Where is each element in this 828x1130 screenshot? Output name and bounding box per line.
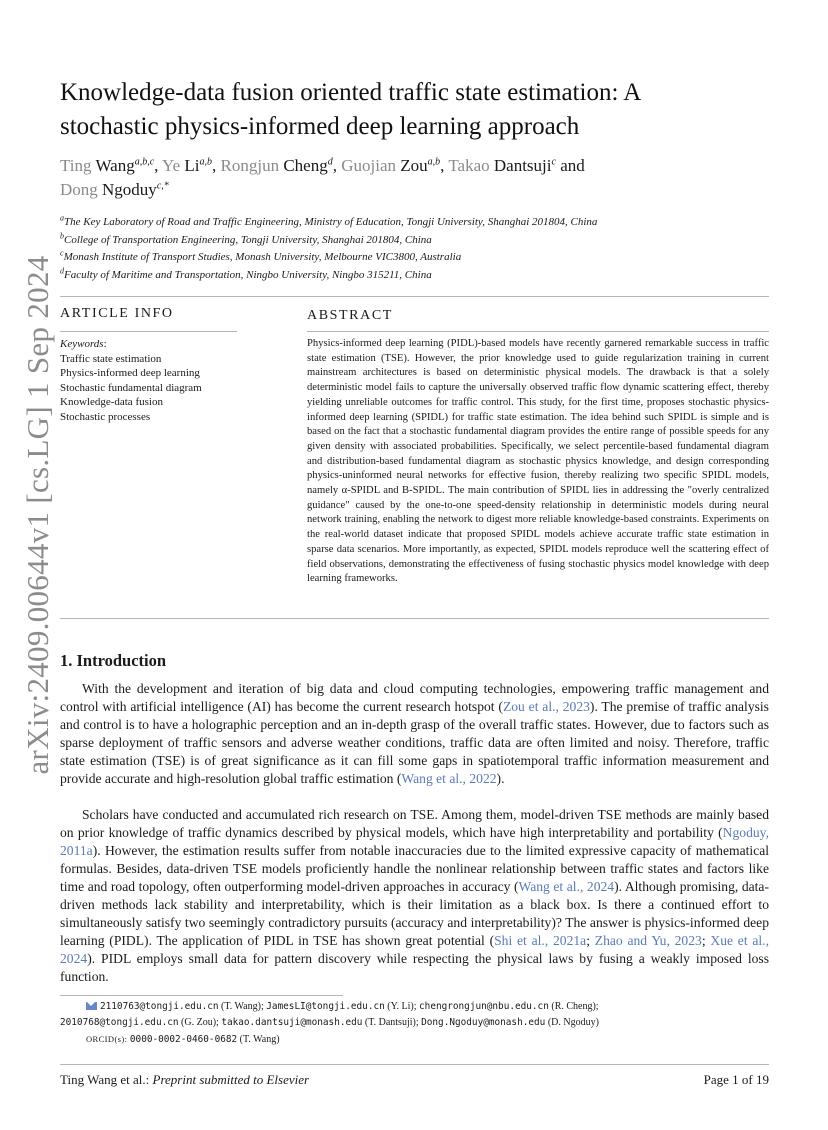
abstract-heading: ABSTRACT [307, 308, 393, 323]
keyword-item: Physics-informed deep learning [60, 367, 200, 380]
citation-link[interactable]: Shi et al., 2021a [494, 933, 587, 948]
author[interactable]: Ye Li$^{a,b}$ [162, 156, 213, 175]
header-divider [60, 296, 769, 297]
envelope-icon [86, 1002, 97, 1010]
affiliation: $^b$College of Transportation Engineering, Tongji University, Shanghai 201804, China [60, 230, 432, 246]
keywords-label: Keywords: [60, 338, 107, 350]
footnote-emails-1: 2110763@tongji.edu.cn (T. Wang); JamesLI@tongji.edu.cn (Y. Li); chengrongjun@nbu.edu.cn (R. Cheng); [60, 999, 769, 1015]
title-line-2: stochastic physics-informed deep learning approach [60, 113, 580, 140]
abstract-text: Physics-informed deep learning (PIDL)-based models have recently garnered remarkable success in traffic state estimation (TSE). However, the prior knowledge used to guide regularization training in current mainstream architectures is based on deterministic physical models. The drawback is that a solely deterministic model fails to capture the universally observed traffic flow dynamic scattering effect, thereby yielding unreliable outcomes for traffic control. This study, for the first time, proposes stochastic physics-informed deep learning (SPIDL) for traffic state estimation. The idea behind such SPIDL is simple and is based on the fact that a stochastic fundamental diagram provides the entire range of possible speeds for any given density with associated probabilities. Specifically, we select percentile-based fundamental diagram and distribution-based fundamental diagram as stochastic physics knowledge, and design corresponding physics-uninformed neural networks for effective fusion, thereby realizing two specific SPIDL models, namely α-SPIDL and B-SPIDL. The main contribution of SPIDL lies in addressing the "overly centralized guidance" caused by the one-to-one speed-density relationship in deterministic models during neural network training, enabling the network to digest more reliable knowledge-based constraints. Experiments on the real-world dataset indicate that proposed SPIDL models achieve accurate traffic state estimation in sparse data scenarios. More importantly, as expected, SPIDL models reproduce well the scattering effect of field observations, demonstrating the effectiveness of fusing stochastic physics model knowledge with deep learning frameworks. [307, 338, 769, 585]
email-link[interactable]: 2110763@tongji.edu.cn [100, 1001, 219, 1012]
author-list: Ting Wang$^{a,b,c}$, Ye Li$^{a,b}$, Rongjun Cheng$^d$, Guojian Zou$^{a,b}$, Takao Dantsuji$^c$ and Dong Ngoduy$^{c,*}$ [60, 156, 585, 199]
citation-link[interactable]: Xue et al., 2024 [60, 933, 769, 966]
page-number: Page 1 of 19 [703, 1072, 769, 1087]
keyword-item: Knowledge-data fusion [60, 396, 163, 409]
citation-link[interactable]: Wang et al., 2022 [401, 771, 497, 786]
intro-paragraph-1: With the development and iteration of big data and cloud computing technologies, empowering traffic management and control with artificial intelligence (AI) has become the current research hotspot (Zou et al., 2023). The premise of traffic analysis and control is to have a holographic perception and an in-depth grasp of the overall traffic states. However, due to factors such as sparse deployment of traffic sensors and adverse weather conditions, traffic data are often limited and noisy. Therefore, traffic state estimation (TSE) is of great significance as it can fill some gaps in spatiotemporal traffic information measurement and provide accurate and high-resolution global traffic estimation (Wang et al., 2022). [60, 681, 769, 786]
author[interactable]: Rongjun Cheng$^d$ [220, 156, 333, 175]
keyword-item: Traffic state estimation [60, 352, 162, 365]
affiliation: $^d$Faculty of Maritime and Transportation, Ningbo University, Ningbo 315211, China [60, 265, 432, 281]
citation-link[interactable]: Zou et al., 2023 [502, 699, 590, 714]
footnote-divider [60, 995, 343, 996]
email-link[interactable]: Dong.Ngoduy@monash.edu [421, 1017, 546, 1028]
affiliation: $^a$The Key Laboratory of Road and Traffic Engineering, Ministry of Education, Tongji University, Shanghai 201804, China [60, 213, 598, 228]
author[interactable]: Ting Wang$^{a,b,c}$ [60, 156, 155, 175]
footnote-emails-2: 2010768@tongji.edu.cn (G. Zou); takao.dantsuji@monash.edu (T. Dantsuji); Dong.Ngoduy@monash.edu (D. Ngoduy) [60, 1017, 599, 1028]
email-link[interactable]: JamesLI@tongji.edu.cn [266, 1001, 385, 1012]
affiliation: $^c$Monash Institute of Transport Studies, Monash University, Melbourne VIC3800, Australia [60, 248, 462, 263]
abstract-divider [307, 331, 769, 332]
abstract-end-divider [60, 618, 769, 619]
arxiv-side-stamp [14, 255, 62, 775]
article-info-divider [60, 331, 237, 332]
keywords-block [60, 337, 240, 425]
citation-link[interactable]: Ngoduy, 2011a [60, 825, 769, 858]
citation-link[interactable]: Zhao and Yu, 2023 [594, 933, 702, 948]
email-link[interactable]: takao.dantsuji@monash.edu [221, 1017, 363, 1028]
orcid-link[interactable]: 0000-0002-0460-0682 [129, 1034, 238, 1045]
author[interactable]: Takao Dantsuji$^c$ [448, 156, 556, 175]
contact-footnote [60, 999, 769, 1048]
footnote-orcid: ORCID(s): 0000-0002-0460-0682 (T. Wang) [86, 1034, 280, 1045]
keyword-item: Stochastic processes [60, 410, 151, 423]
footer-divider [60, 1064, 769, 1065]
author[interactable]: Guojian Zou$^{a,b}$ [341, 156, 441, 175]
article-info-heading: ARTICLE INFO [60, 306, 174, 321]
author[interactable]: Dong Ngoduy$^{c,*}$ [60, 180, 169, 199]
paper-title [60, 76, 760, 144]
introduction-heading: 1. Introduction [60, 651, 167, 670]
email-link[interactable]: chengrongjun@nbu.edu.cn [419, 1001, 549, 1012]
citation-link[interactable]: Wang et al., 2024 [518, 879, 615, 894]
keyword-item: Stochastic fundamental diagram [60, 381, 202, 394]
affiliations [60, 214, 780, 284]
arxiv-identifier[interactable]: arXiv:2409.00644v1 [cs.LG] 1 Sep 2024 [20, 255, 55, 775]
email-link[interactable]: 2010768@tongji.edu.cn [60, 1017, 179, 1028]
intro-paragraph-2: Scholars have conducted and accumulated rich research on TSE. Among them, model-driven TSE methods are mainly based on prior knowledge of traffic dynamics described by physical models, which have high interpretability and portability (Ngoduy, 2011a). However, the estimation results suffer from notable inaccuracies due to the limited expressive capacity of mathematical formulas. Besides, data-driven TSE models proficiently handle the nonlinear relationship between traffic states and factors like time and road topology, often outperforming model-driven approaches in accuracy (Wang et al., 2024). Although promising, data-driven methods lack stability and interpretability, which is their limitation as a black box. Is there a continued effort to simultaneously satisfy two seemingly contradictory pursuits (accuracy and interpretability)? The answer is physics-informed deep learning (PIDL). The application of PIDL in TSE has shown great potential (Shi et al., 2021a; Zhao and Yu, 2023; Xue et al., 2024). PIDL employs small data for pattern discovery while respecting the physical laws by fusing a weakly imposed loss function. [60, 807, 769, 984]
title-line-1: Knowledge-data fusion oriented traffic state estimation: A [60, 79, 642, 106]
running-footer: Ting Wang et al.: Preprint submitted to Elsevier [60, 1072, 310, 1087]
